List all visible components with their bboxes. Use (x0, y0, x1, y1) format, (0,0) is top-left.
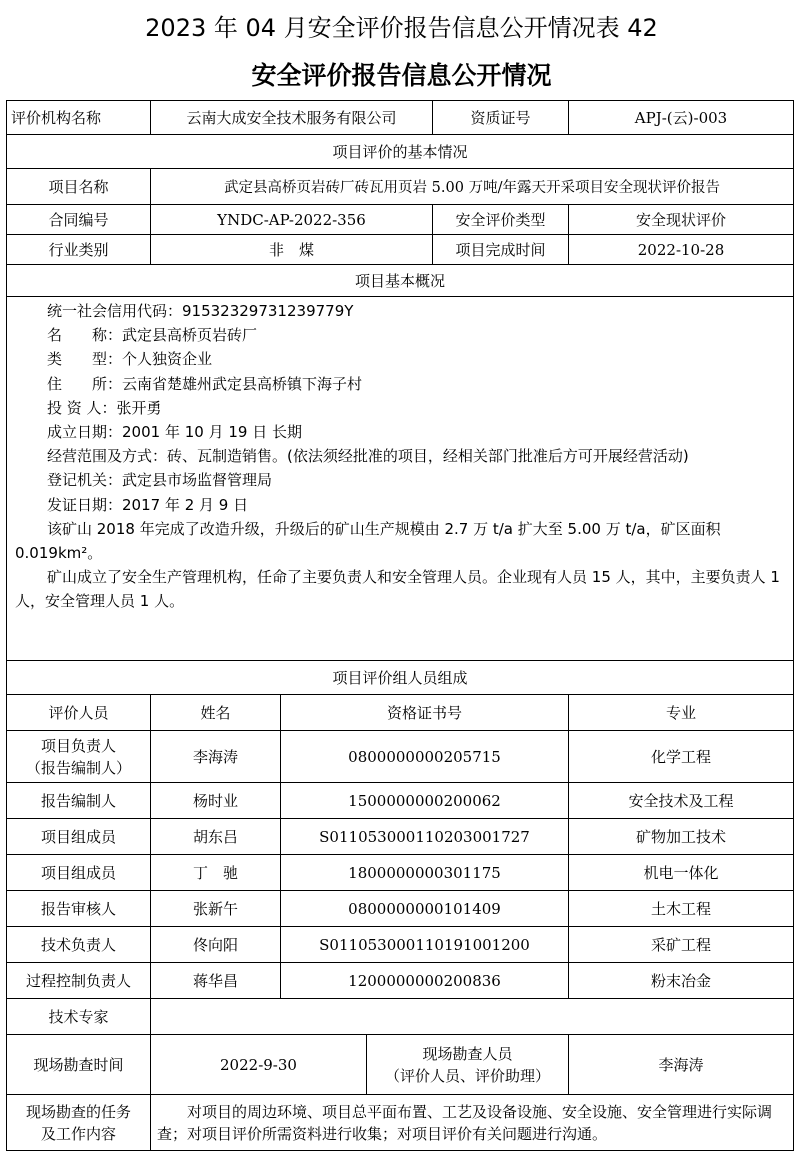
survey-task-label (7, 1095, 151, 1151)
team-major: 化学工程 (569, 731, 794, 783)
team-name: 张新午 (151, 891, 281, 927)
page-subtitle: 安全评价报告信息公开情况 (251, 61, 552, 90)
team-cert: 0800000000205715 (281, 731, 569, 783)
table-row (7, 927, 794, 963)
survey-staff-value: 李海涛 (569, 1035, 794, 1095)
team-header-major: 专业 (569, 695, 794, 731)
table-row (7, 819, 794, 855)
team-header-cert: 资格证书号 (281, 695, 569, 731)
team-role: 项目负责人 （报告编制人） (7, 731, 151, 783)
overview-line: 投 资 人：张开勇 (47, 398, 162, 417)
team-major: 安全技术及工程 (569, 783, 794, 819)
team-role: 技术负责人 (7, 927, 151, 963)
team-major: 采矿工程 (569, 927, 794, 963)
overview-line: 成立日期：2001 年 10 月 19 日 长期 (47, 423, 302, 442)
overview-line: 经营范围及方式：砖、瓦制造销售。(依法须经批准的项目，经相关部门批准后方可开展经营活动) (47, 447, 689, 466)
team-name: 胡东吕 (151, 819, 281, 855)
overview-line: 该矿山 2018 年完成了改造升级，升级后的矿山生产规模由 2.7 万 t/a 扩大至 5.00 万 t/a，矿区面积 0.019km²。 (15, 519, 721, 563)
survey-staff-label (367, 1035, 569, 1095)
org-label: 评价机构名称 (7, 101, 151, 135)
team-header-role: 评价人员 (7, 695, 151, 731)
team-name: 李海涛 (151, 731, 281, 783)
industry-value: 非 煤 (151, 235, 433, 265)
completion-value: 2022-10-28 (569, 235, 794, 265)
team-role: 项目组成员 (7, 855, 151, 891)
survey-staff-label-line: （评价人员、评价助理） (385, 1066, 551, 1085)
team-name: 佟向阳 (151, 927, 281, 963)
team-major: 粉末冶金 (569, 963, 794, 999)
contract-value: YNDC-AP-2022-356 (151, 205, 433, 235)
overview-line: 登记机关：武定县市场监督管理局 (47, 471, 273, 490)
team-cert: 0800000000101409 (281, 891, 569, 927)
team-major: 矿物加工技术 (569, 819, 794, 855)
industry-label: 行业类别 (7, 235, 151, 265)
team-header-name: 姓名 (151, 695, 281, 731)
overview-line: 发证日期：2017 年 2 月 9 日 (47, 495, 249, 514)
cert-value: APJ-(云)-003 (569, 101, 794, 135)
expert-value (151, 999, 794, 1035)
team-cert: 1200000000200836 (281, 963, 569, 999)
overview-line: 统一社会信用代码：91532329731239779Y (47, 302, 354, 320)
survey-task-label-line: 及工作内容 (40, 1124, 116, 1143)
survey-task-value: 对项目的周边环境、项目总平面布置、工艺及设备设施、安全设施、安全管理进行实际调查；对项目评价所需资料进行收集；对项目评价有关问题进行沟通。 (151, 1095, 794, 1151)
team-role: 报告审核人 (7, 891, 151, 927)
table-row (7, 891, 794, 927)
team-cert: S011053000110203001727 (281, 819, 569, 855)
team-cert: 1500000000200062 (281, 783, 569, 819)
section-team: 项目评价组人员组成 (7, 661, 794, 695)
table-row (7, 783, 794, 819)
overview-content (7, 297, 794, 661)
team-major: 土木工程 (569, 891, 794, 927)
survey-time-label: 现场勘查时间 (7, 1035, 151, 1095)
overview-line: 类 型：个人独资企业 (47, 350, 213, 369)
team-role: 报告编制人 (7, 783, 151, 819)
overview-line: 矿山成立了安全生产管理机构，任命了主要负责人和安全管理人员。企业现有人员 15 人，其中，主要负责人 1 人，安全管理人员 1 人。 (15, 568, 780, 611)
survey-time-value: 2022-9-30 (151, 1035, 367, 1095)
team-major: 机电一体化 (569, 855, 794, 891)
org-value: 云南大成安全技术服务有限公司 (151, 101, 433, 135)
info-table (6, 100, 794, 1151)
completion-label: 项目完成时间 (433, 235, 569, 265)
eval-type-label: 安全评价类型 (433, 205, 569, 235)
section-basic: 项目评价的基本情况 (7, 135, 794, 169)
team-cert: S011053000110191001200 (281, 927, 569, 963)
team-role: 项目组成员 (7, 819, 151, 855)
overview-line: 住 所：云南省楚雄州武定县高桥镇下海子村 (47, 374, 363, 393)
eval-type-value: 安全现状评价 (569, 205, 794, 235)
project-name-label: 项目名称 (7, 169, 151, 205)
contract-label: 合同编号 (7, 205, 151, 235)
table-row (7, 855, 794, 891)
overview-line: 名 称：武定县高桥页岩砖厂 (47, 326, 258, 345)
team-name: 蒋华昌 (151, 963, 281, 999)
page-title: 2023 年 04 月安全评价报告信息公开情况表 42 (145, 14, 658, 42)
section-overview: 项目基本概况 (7, 265, 794, 297)
team-name: 杨时业 (151, 783, 281, 819)
expert-label: 技术专家 (7, 999, 151, 1035)
survey-staff-label-line: 现场勘查人员 (422, 1044, 513, 1063)
team-role: 过程控制负责人 (7, 963, 151, 999)
table-row (7, 963, 794, 999)
table-row (7, 731, 794, 783)
survey-task-label-line: 现场勘查的任务 (25, 1102, 131, 1121)
project-name-value: 武定县高桥页岩砖厂砖瓦用页岩 5.00 万吨/年露天开采项目安全现状评价报告 (151, 169, 794, 205)
cert-label: 资质证号 (433, 101, 569, 135)
team-cert: 1800000000301175 (281, 855, 569, 891)
team-name: 丁 驰 (151, 855, 281, 891)
